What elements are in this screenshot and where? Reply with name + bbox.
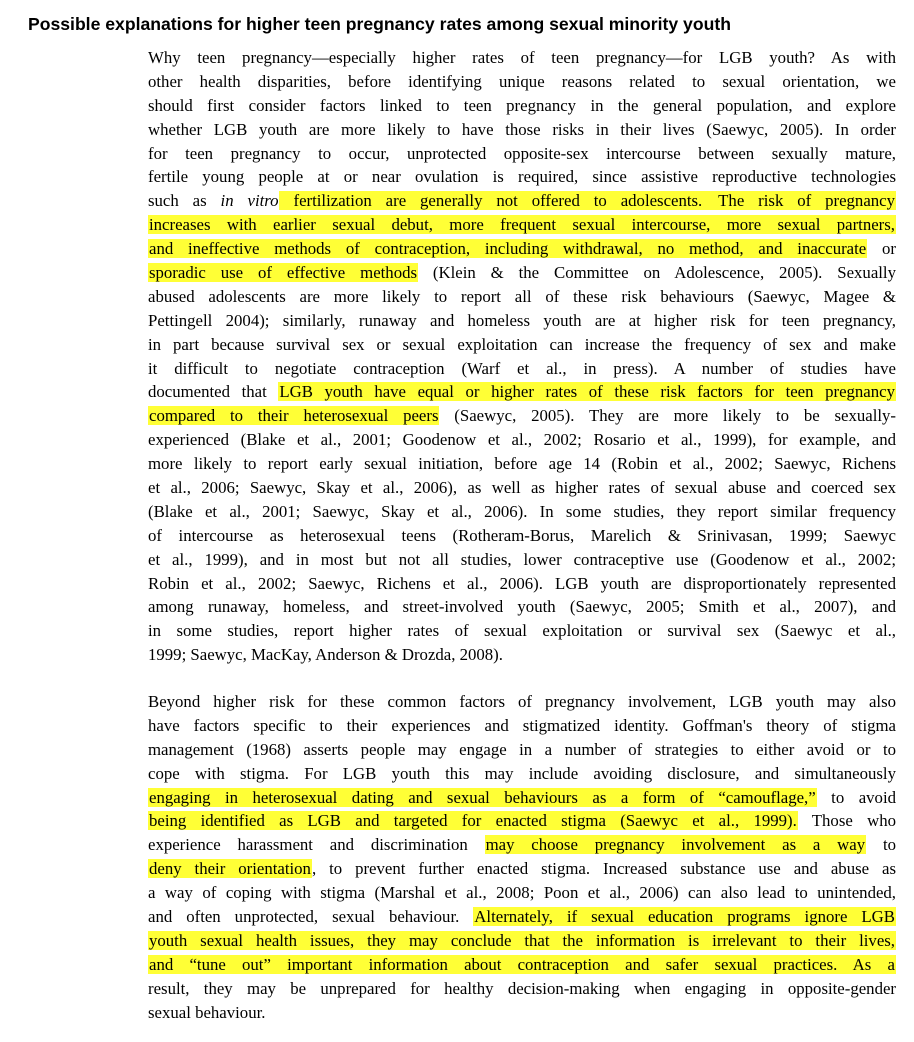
paragraph-1 (148, 46, 896, 667)
text-segment: it difficult to negotiate contraception (Warf et al., in press). A number of studies have (148, 358, 896, 378)
highlighted-text: sporadic use of effective methods (149, 263, 418, 283)
text-segment: in some studies, report higher rates of sexual exploitation or survival sex (Saewyc et al., (148, 621, 896, 641)
text-line (148, 738, 896, 762)
text-segment: et al., 2006; Saewyc, Skay et al., 2006), as well as higher rates of sexual abuse and coerced sex (148, 478, 896, 498)
highlighted-text: and ineffective methods of contraception, including withdrawal, no method, and inaccurate (149, 239, 867, 259)
text-segment: (Klein & the Committee on Adolescence, 2005). Sexually (418, 263, 896, 283)
text-line (148, 857, 896, 881)
text-segment: to avoid (816, 787, 896, 807)
text-line (148, 548, 896, 572)
highlighted-text: fertilization are generally not offered to adolescents. (279, 191, 717, 211)
text-line (148, 476, 896, 500)
text-line (148, 261, 896, 285)
text-segment: , to prevent further enacted stigma. Increased substance use and abuse as (311, 859, 896, 879)
text-line (148, 595, 896, 619)
text-segment: Why teen pregnancy—especially higher rates of teen pregnancy—for LGB youth? As with (148, 48, 896, 67)
text-line (148, 142, 896, 166)
text-line (148, 46, 896, 70)
text-line (148, 500, 896, 524)
highlighted-text: and “tune out” important information about contraception and safer sexual practices. As a (149, 954, 895, 974)
text-line (148, 619, 896, 643)
text-line (148, 524, 896, 548)
text-line (148, 452, 896, 476)
highlighted-text: may choose pregnancy involvement as a way (485, 835, 866, 855)
highlighted-text: engaging in heterosexual dating and sexual behaviours as a form of “camouflage,” (149, 787, 816, 807)
text-line (148, 929, 896, 953)
paragraph-2 (148, 690, 896, 1024)
text-segment: (Saewyc, 2005). They are more likely to be sexually- (439, 406, 897, 426)
text-line (148, 714, 896, 738)
text-segment: sexual behaviour. (148, 1002, 266, 1022)
text-segment: should first consider factors linked to teen pregnancy in the general population, and explore (148, 95, 896, 115)
text-line (148, 94, 896, 118)
text-segment: Those who (797, 811, 896, 831)
text-segment: such as (148, 191, 221, 211)
text-line (148, 953, 896, 977)
text-line (148, 572, 896, 596)
text-segment: to (866, 835, 897, 855)
text-segment: et al., 1999), and in most but not all studies, lower contraceptive use (Goodenow et al., 2002; (148, 549, 896, 569)
text-line (148, 977, 896, 1001)
text-line (148, 881, 896, 905)
text-segment: abused adolescents are more likely to report all of these risk behaviours (Saewyc, Magee & (148, 286, 896, 306)
text-line (148, 165, 896, 189)
text-line (148, 357, 896, 381)
highlighted-text: increases with earlier sexual debut, more frequent sexual intercourse, more sexual partners, (149, 215, 895, 235)
text-line (148, 380, 896, 404)
text-line (148, 285, 896, 309)
highlighted-text: deny their orientation (149, 859, 311, 879)
italic-text: in vitro (220, 191, 279, 211)
text-segment: 1999; Saewyc, MacKay, Anderson & Drozda, 2008). (148, 645, 503, 665)
text-line (148, 1001, 896, 1025)
text-segment: documented that (148, 382, 279, 402)
text-segment: Pettingell 2004); similarly, runaway and homeless youth are at higher risk for teen pregnancy, (148, 310, 896, 330)
text-segment: management (1968) asserts people may engage in a number of strategies to either avoid or to (148, 739, 896, 759)
text-segment: in part because survival sex or sexual exploitation can increase the frequency of sex and make (148, 334, 896, 354)
highlighted-text: The risk of pregnancy (718, 191, 896, 211)
text-line (148, 333, 896, 357)
text-segment: fertile young people at or near ovulation is required, since assistive reproductive technologies (148, 167, 896, 187)
highlighted-text: being identified as LGB and targeted for enacted stigma (Saewyc et al., 1999). (149, 811, 797, 831)
text-line (148, 809, 896, 833)
text-segment: a way of coping with stigma (Marshal et al., 2008; Poon et al., 2006) can also lead to unintended, (148, 883, 896, 903)
text-line (148, 70, 896, 94)
text-line (148, 786, 896, 810)
text-segment: Beyond higher risk for these common factors of pregnancy involvement, LGB youth may also (148, 692, 896, 711)
text-line (148, 428, 896, 452)
section-heading: Possible explanations for higher teen pregnancy rates among sexual minority youth (28, 14, 731, 34)
text-segment: of intercourse as heterosexual teens (Rotheram-Borus, Marelich & Srinivasan, 1999; Saewyc (148, 525, 896, 545)
text-line (148, 404, 896, 428)
text-segment: (Blake et al., 2001; Saewyc, Skay et al., 2006). In some studies, they report similar frequency (148, 501, 896, 521)
text-line (148, 833, 896, 857)
text-line (148, 309, 896, 333)
highlighted-text: Alternately, if sexual education programs ignore LGB (474, 907, 895, 927)
text-segment: more likely to report early sexual initiation, before age 14 (Robin et al., 2002; Saewyc, Richens (148, 454, 896, 474)
text-segment: for teen pregnancy to occur, unprotected opposite-sex intercourse between sexually mature, (148, 143, 896, 163)
text-segment: Robin et al., 2002; Saewyc, Richens et al., 2006). LGB youth are disproportionately represented (148, 573, 896, 593)
text-segment: cope with stigma. For LGB youth this may include avoiding disclosure, and simultaneously (148, 763, 896, 783)
text-line (148, 905, 896, 929)
text-segment: other health disparities, before identifying unique reasons related to sexual orientation, we (148, 71, 896, 91)
text-line (148, 237, 896, 261)
text-segment: have factors specific to their experiences and stigmatized identity. Goffman's theory of stigma (148, 715, 896, 735)
text-line (148, 762, 896, 786)
text-line (148, 189, 896, 213)
text-line (148, 118, 896, 142)
text-segment: and often unprotected, sexual behaviour. (148, 907, 474, 927)
highlighted-text: LGB youth have equal or higher rates of these risk factors for teen pregnancy (279, 382, 895, 402)
text-line (148, 643, 896, 667)
highlighted-text: youth sexual health issues, they may conclude that the information is irrelevant to their lives, (149, 930, 895, 950)
text-segment: experience harassment and discrimination (148, 835, 485, 855)
text-line (148, 213, 896, 237)
text-segment: whether LGB youth are more likely to have those risks in their lives (Saewyc, 2005). In order (148, 119, 896, 139)
text-segment: result, they may be unprepared for healthy decision-making when engaging in opposite-gender (148, 978, 896, 998)
highlighted-text: compared to their heterosexual peers (149, 406, 439, 426)
text-segment: among runaway, homeless, and street-involved youth (Saewyc, 2005; Smith et al., 2007), and (148, 597, 896, 617)
text-segment: or (867, 239, 896, 259)
text-line (148, 690, 896, 714)
text-segment: experienced (Blake et al., 2001; Goodenow et al., 2002; Rosario et al., 1999), for example, and (148, 430, 896, 450)
